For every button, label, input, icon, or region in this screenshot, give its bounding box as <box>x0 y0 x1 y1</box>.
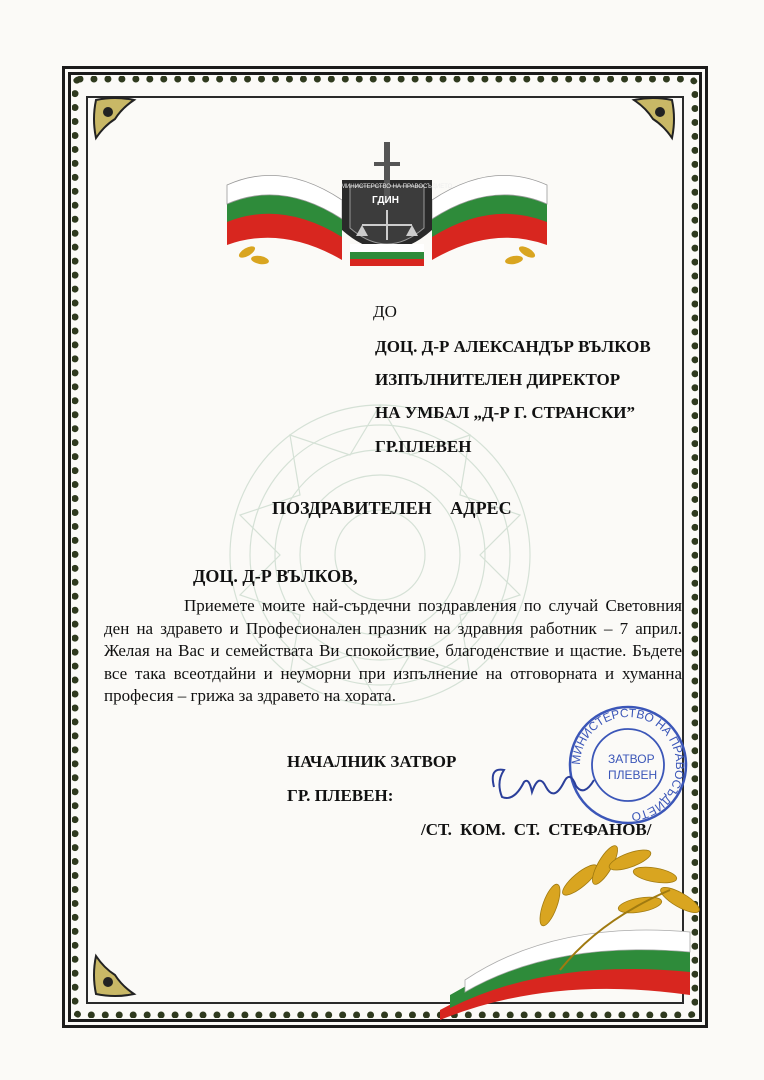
corner-ornament-icon <box>92 952 138 998</box>
stamp-outer-text: МИНИСТЕРСТВО НА ПРАВОСЪДИЕТО <box>568 705 688 824</box>
recipient-city: ГР.ПЛЕВЕН <box>375 437 472 456</box>
signatory-city: ГР. ПЛЕВЕН: <box>287 786 394 805</box>
signatory-title: НАЧАЛНИК ЗАТВОР <box>287 752 457 771</box>
emblem-agency-label: ГДИН <box>372 195 399 206</box>
stamp-inner-text-1: ЗАТВОР <box>608 752 655 766</box>
recipient-position: ИЗПЪЛНИТЕЛЕН ДИРЕКТОР <box>375 370 621 389</box>
handwritten-signature-icon <box>484 752 604 812</box>
corner-ornament-icon <box>630 96 676 142</box>
signatory-name: /СТ. КОМ. СТ. СТЕФАНОВ/ <box>421 820 652 839</box>
corner-ornament-icon <box>92 96 138 142</box>
greeting: ДОЦ. Д-Р ВЪЛКОВ, <box>193 566 358 586</box>
stamp-inner-text-2: ПЛЕВЕН <box>608 768 658 782</box>
letter-body <box>104 595 682 708</box>
emblem-ministry-text: МИНИСТЕРСТВО НА ПРАВОСЪДИЕТО <box>341 184 453 190</box>
gdin-emblem-icon <box>222 140 552 275</box>
recipient-to: ДО <box>373 302 397 321</box>
letter-paragraph: Приемете моите най-сърдечни поздравления по случай Световния ден на здравето и Професионален празник на здравния работник – 7 април. Желая на Вас и семействата Ви спокойствие, благоденствие и щастие. Бъдете все така всеотдайни и неуморни при изпълнение на отговорната и хуманна професия – грижа за здравето на хората. <box>104 596 682 705</box>
document-title: ПОЗДРАВИТЕЛЕН АДРЕС <box>272 498 512 518</box>
wheat-flag-decoration-icon <box>430 820 730 1020</box>
recipient-hospital: НА УМБАЛ „Д-Р Г. СТРАНСКИ” <box>375 403 636 422</box>
recipient-name: ДОЦ. Д-Р АЛЕКСАНДЪР ВЪЛКОВ <box>375 337 651 356</box>
